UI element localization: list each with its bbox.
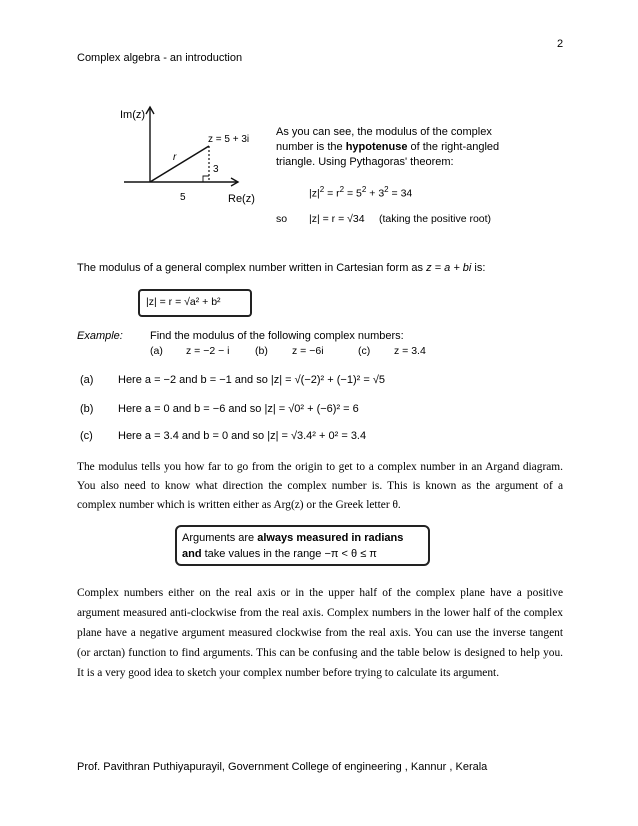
example-part-b-expr: z = −6i <box>292 345 324 357</box>
r-label: r <box>173 152 177 163</box>
example-part-c-tag: (c) <box>358 345 371 357</box>
callout-line-1: Arguments are always measured in radians <box>182 532 404 544</box>
callout-line-2: and take values in the range −π < θ ≤ π <box>182 548 377 560</box>
general-modulus-sentence: The modulus of a general complex number written in Cartesian form as z = a + bi is: <box>77 262 486 274</box>
equation-2-note: (taking the positive root) <box>379 213 492 225</box>
page-footer: Prof. Pavithran Puthiyapurayil, Government College of engineering , Kannur , Kerala <box>77 761 488 773</box>
base-label: 5 <box>180 192 186 203</box>
example-part-a-tag: (a) <box>150 345 163 357</box>
example-part-a-expr: z = −2 − i <box>186 345 230 357</box>
intro-line-2: number is the hypotenuse of the right-angled <box>276 141 500 153</box>
example-part-b-tag: (b) <box>255 345 268 357</box>
solution-c-text: Here a = 3.4 and b = 0 and so |z| = √3.4² + 0² = 3.4 <box>118 430 367 442</box>
intro-line-3: triangle. Using Pythagoras' theorem: <box>276 156 454 168</box>
example-instruction: Find the modulus of the following complex numbers: <box>150 330 404 342</box>
intro-line-1: As you can see, the modulus of the complex <box>276 126 492 138</box>
solution-a-tag: (a) <box>80 374 94 386</box>
equation-1: $|z|^2 = r^2 = 5^2 + 3^2 = 34$ <box>309 185 413 200</box>
paragraph-argument-intro: The modulus tells you how far to go from the origin to get to a complex number in an Argand diagram. You also need to know what direction the complex number is. This is known as the argument of a complex number which is written either as Arg(z) or the Greek letter θ. <box>77 461 563 511</box>
example-label: Example: <box>77 330 123 342</box>
intro-text <box>276 125 499 170</box>
solution-c-tag: (c) <box>80 430 93 442</box>
page-header: Complex algebra - an introduction <box>77 52 243 64</box>
solution-b-tag: (b) <box>80 403 94 415</box>
example-part-c-expr: z = 3.4 <box>394 345 426 357</box>
solution-b-text: Here a = 0 and b = −6 and so |z| = √0² + (−6)² = 6 <box>118 403 359 415</box>
so-label: so <box>276 213 288 225</box>
x-axis-label: Re(z) <box>228 193 255 205</box>
modulus-line <box>150 146 209 182</box>
argand-diagram <box>120 103 270 213</box>
solution-a-text: Here a = −2 and b = −1 and so |z| = √(−2)² + (−1)² = √5 <box>118 374 385 386</box>
page-number: 2 <box>557 38 564 50</box>
point-label: z = 5 + 3i <box>208 134 250 145</box>
right-angle-marker <box>203 176 209 182</box>
y-axis-label: Im(z) <box>120 109 146 121</box>
paragraph-argument-rules: Complex numbers either on the real axis or in the upper half of the complex plane have a positive argument measured anti-clockwise from the real axis. Complex numbers in the lower half of the complex plane have a negative argument measured clockwise from the real axis. You can use the inverse tangent (or arctan) function to find arguments. This can be confusing and the table below is designed to help you. It is a very good idea to sketch your complex number before trying to calculate its argument. <box>77 587 563 679</box>
equation-2: |z| = r = √34 <box>309 213 365 225</box>
arguments-callout <box>182 530 403 562</box>
height-label: 3 <box>213 164 219 175</box>
modulus-formula: |z| = r = √a² + b² <box>146 296 221 308</box>
